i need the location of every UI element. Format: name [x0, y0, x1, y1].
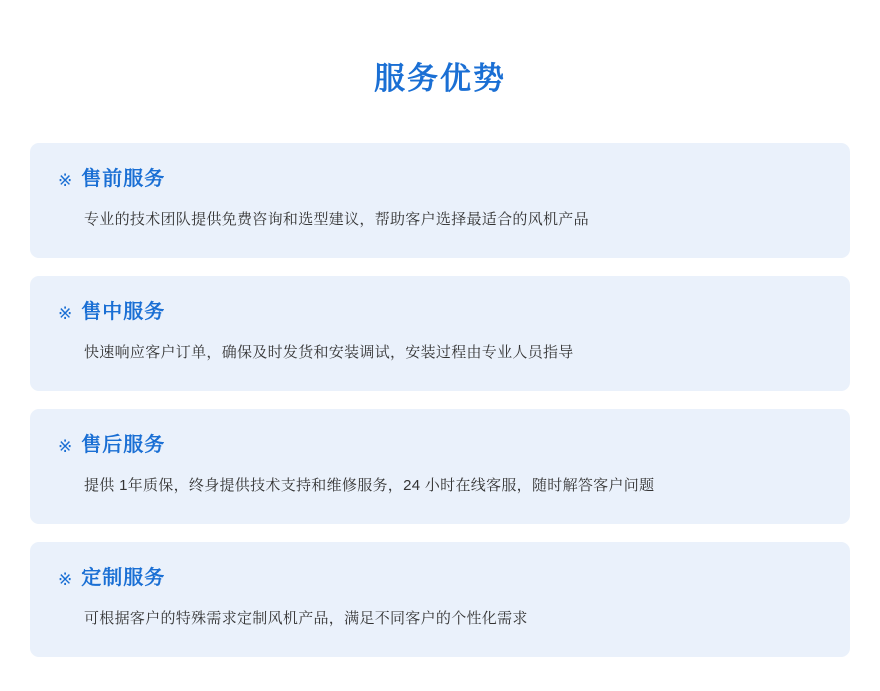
reference-mark-icon: ※ — [58, 170, 73, 190]
card-title: 售中服务 — [81, 301, 166, 324]
card-header — [58, 433, 822, 457]
reference-mark-icon: ※ — [58, 436, 73, 456]
reference-mark-icon: ※ — [58, 303, 73, 323]
card-header — [58, 300, 822, 324]
card-header — [58, 566, 822, 590]
card-description: 可根据客户的特殊需求定制风机产品，满足不同客户的个性化需求 — [84, 610, 528, 628]
card-title: 售前服务 — [81, 168, 166, 191]
card-title: 售后服务 — [81, 434, 166, 457]
page-title: 服务优势 — [374, 61, 506, 96]
card-title: 定制服务 — [81, 567, 166, 590]
card-description: 快速响应客户订单，确保及时发货和安装调试，安装过程由专业人员指导 — [84, 344, 574, 362]
reference-mark-icon: ※ — [58, 569, 73, 589]
service-card-customization — [30, 542, 850, 657]
service-card-aftersale — [30, 409, 850, 524]
card-description: 提供 1年质保，终身提供技术支持和维修服务，24 小时在线客服，随时解答客户问题 — [84, 477, 655, 495]
service-card-list — [30, 143, 850, 657]
card-description: 专业的技术团队提供免费咨询和选型建议，帮助客户选择最适合的风机产品 — [84, 211, 589, 229]
service-card-during-sale — [30, 276, 850, 391]
service-card-presale — [30, 143, 850, 258]
card-header — [58, 167, 822, 191]
